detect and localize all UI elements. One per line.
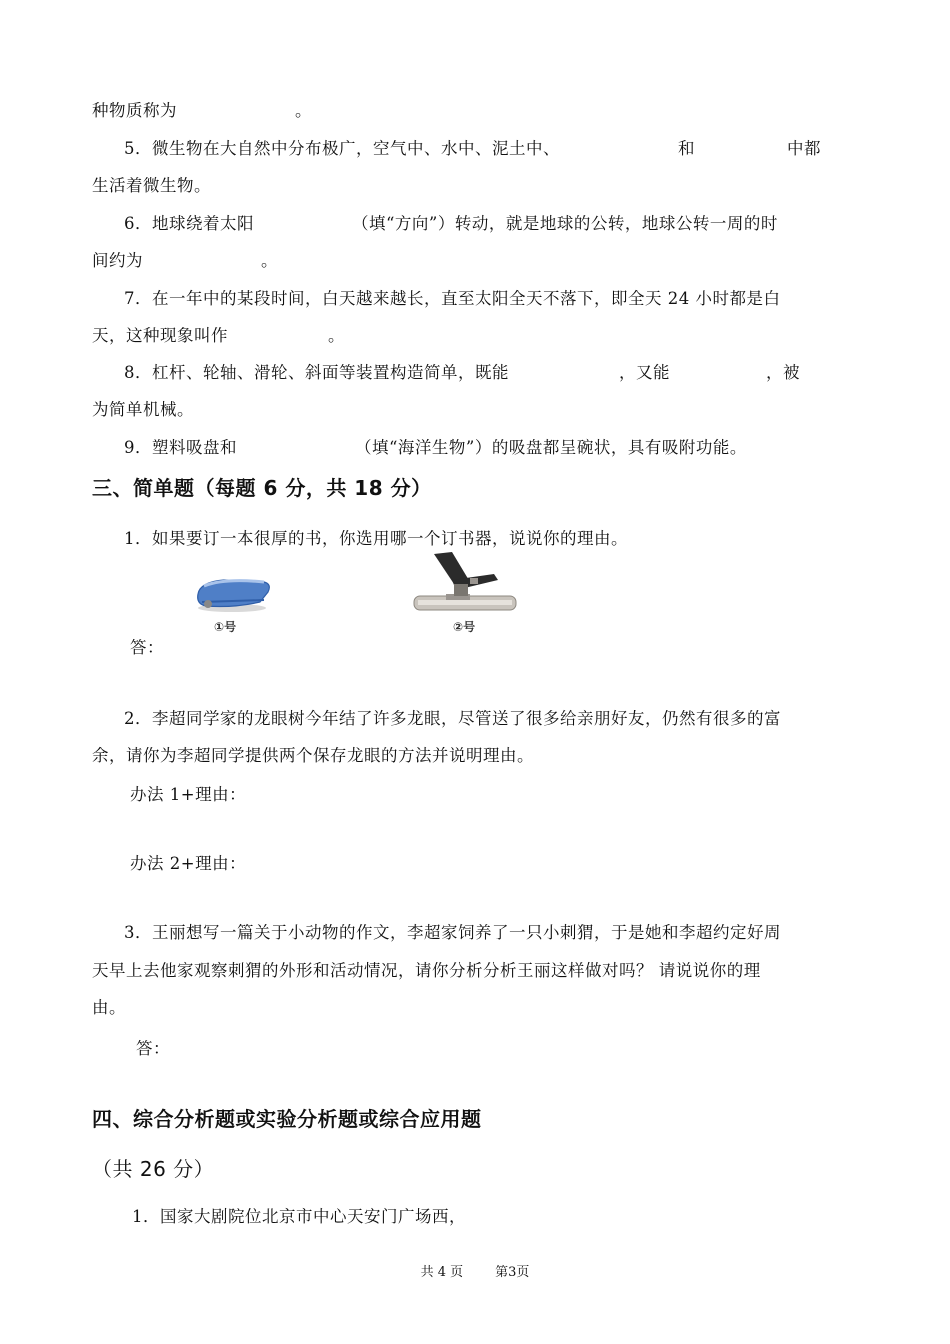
s3-method1: 办法 1+理由：	[130, 785, 247, 804]
q5-text-d: 生活着微生物。	[92, 176, 211, 195]
s3-q3-line2: 天早上去他家观察刺猬的外形和活动情况，请你分析分析王丽这样做对吗？ 请说说你的理	[92, 961, 761, 980]
s3-q1: 1．如果要订一本很厚的书，你选用哪一个订书器，说说你的理由。	[124, 529, 628, 548]
stapler-1-caption: ①号	[214, 620, 237, 634]
section4-heading: 四、综合分析题或实验分析题或综合应用题	[92, 1107, 482, 1131]
q6-line2	[92, 247, 278, 271]
q5-text-b: 和	[678, 139, 695, 158]
q6-text-d: 。	[261, 251, 278, 270]
s4-q1: 1．国家大剧院位北京市中心天安门广场西，	[132, 1207, 466, 1226]
s3-q2-line2: 余，请你为李超同学提供两个保存龙眼的方法并说明理由。	[92, 746, 534, 765]
q4-tail-line	[92, 97, 312, 121]
stapler-1-image	[194, 572, 274, 616]
s3-q3-line1: 3．王丽想写一篇关于小动物的作文，李超家饲养了一只小刺猬，于是她和李超约定好周	[124, 923, 781, 942]
q4-text: 种物质称为	[92, 101, 177, 120]
stapler-2-icon	[408, 550, 520, 618]
s3-answer1: 答：	[130, 638, 164, 657]
q8-text-d: 为简单机械。	[92, 400, 194, 419]
footer-total-pages: 共 4 页	[420, 1265, 464, 1280]
q7-text-a: 7．在一年中的某段时间，白天越来越长，直至太阳全天不落下，即全天 24 小时都是白	[124, 289, 781, 308]
s3-method2: 办法 2+理由：	[130, 854, 247, 873]
q7-text-b: 天，这种现象叫作	[92, 326, 228, 345]
q8-line2	[92, 396, 194, 420]
q5-text-a: 5．微生物在大自然中分布极广，空气中、水中、泥土中、	[124, 139, 560, 158]
q5-line1	[124, 135, 821, 159]
footer-page-number: 第3页	[495, 1265, 530, 1280]
q9-text-b: （填“海洋生物”）的吸盘都呈碗状，具有吸附功能。	[355, 438, 747, 457]
s3-q3-line3: 由。	[92, 998, 126, 1017]
q4-end: 。	[295, 101, 312, 120]
section4-score: （共 26 分）	[92, 1157, 215, 1181]
q8-text-c: ，被	[766, 363, 800, 382]
s3-answer3: 答：	[136, 1039, 170, 1058]
section3-heading: 三、简单题（每题 6 分，共 18 分）	[92, 476, 432, 500]
q7-text-c: 。	[328, 326, 345, 345]
q6-text-c: 间约为	[92, 251, 143, 270]
q5-text-c: 中都	[787, 139, 821, 158]
page-footer	[0, 1261, 950, 1280]
q7-line1	[124, 285, 780, 309]
q8-text-b: ，又能	[619, 363, 670, 382]
q5-line2	[92, 172, 211, 196]
q6-line1	[124, 210, 778, 234]
q7-line2	[92, 322, 345, 346]
stapler-2-image	[408, 550, 520, 618]
q8-line1	[124, 359, 800, 383]
stapler-2-caption: ②号	[453, 620, 476, 634]
q8-text-a: 8．杠杆、轮轴、滑轮、斜面等装置构造简单，既能	[124, 363, 509, 382]
s3-q2-line1: 2．李超同学家的龙眼树今年结了许多龙眼，尽管送了很多给亲朋好友，仍然有很多的富	[124, 709, 781, 728]
q9-text-a: 9．塑料吸盘和	[124, 438, 237, 457]
q6-text-a: 6．地球绕着太阳	[124, 214, 254, 233]
q9-line	[124, 434, 747, 458]
q6-text-b: （填“方向”）转动，就是地球的公转，地球公转一周的时	[352, 214, 778, 233]
stapler-1-icon	[194, 572, 274, 616]
